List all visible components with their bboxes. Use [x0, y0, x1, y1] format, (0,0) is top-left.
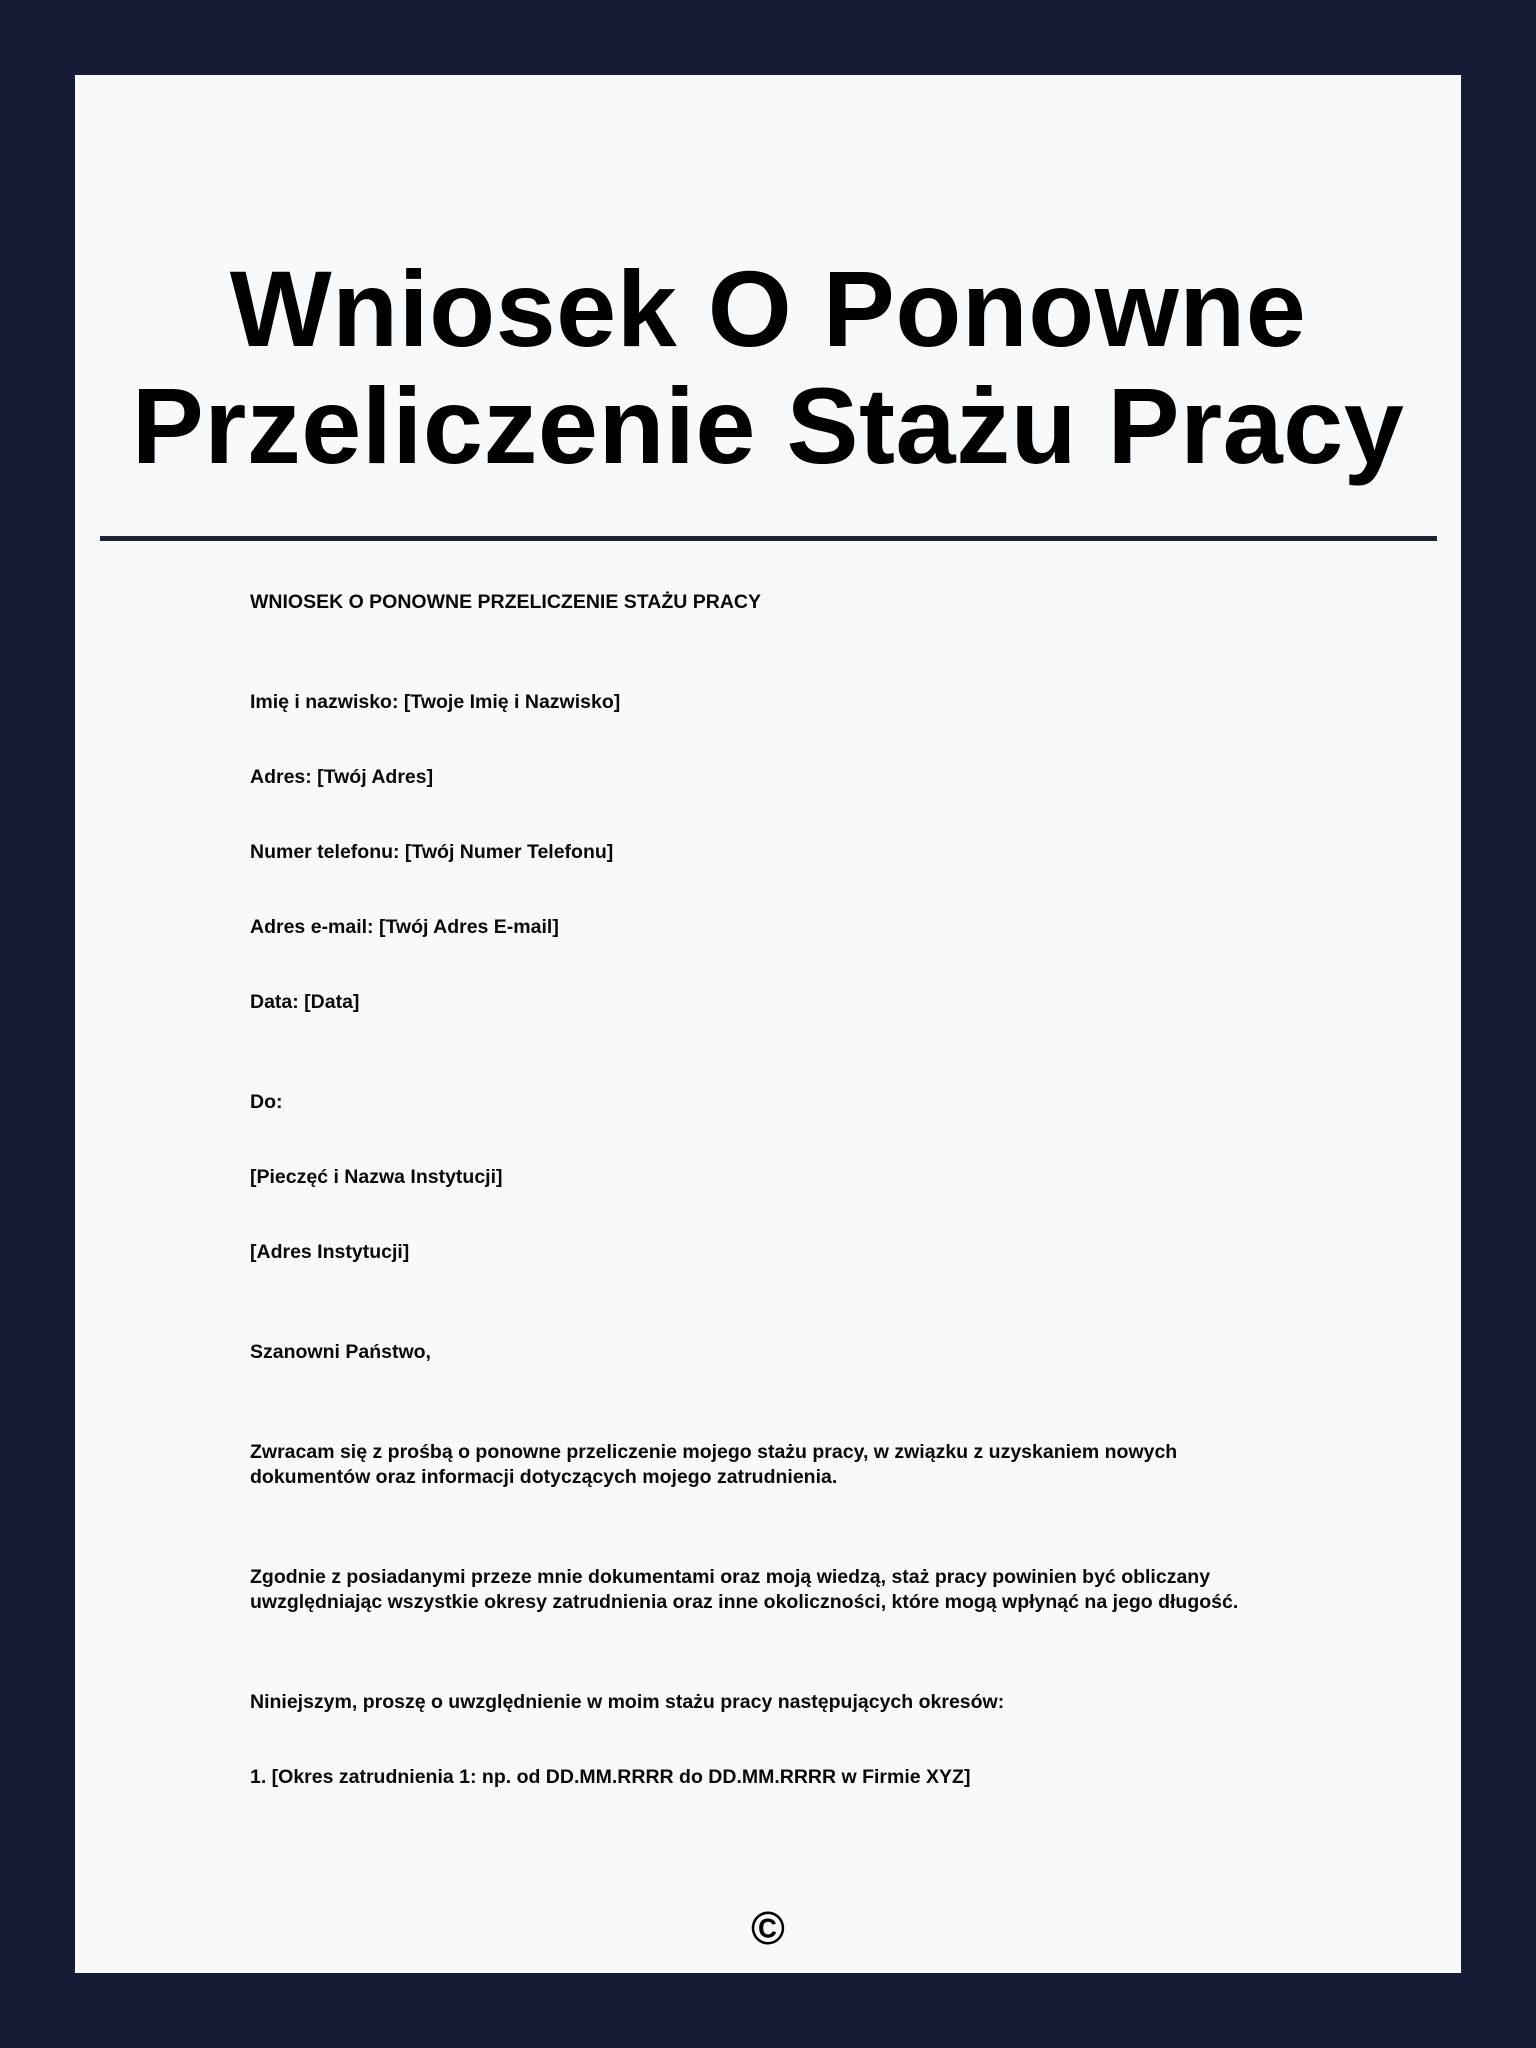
paragraph-3: Niniejszym, proszę o uwzględnienie w moim stażu pracy następujących okresów:: [250, 1691, 1005, 1713]
paragraph-1-line-1: Zwracam się z prośbą o ponowne przeliczenie mojego stażu pracy, w związku z uzyskaniem nowych: [250, 1441, 1178, 1463]
document-title-line-1: Wniosek O Ponowne: [229, 248, 1307, 369]
list-item-1: 1. [Okres zatrudnienia 1: np. od DD.MM.RRRR do DD.MM.RRRR w Firmie XYZ]: [250, 1766, 971, 1788]
document-heading: WNIOSEK O PONOWNE PRZELICZENIE STAŻU PRACY: [250, 591, 761, 613]
paragraph-2-line-1: Zgodnie z posiadanymi przeze mnie dokumentami oraz moją wiedzą, staż pracy powinien być obliczany: [250, 1566, 1211, 1588]
document-title: [75, 250, 1461, 484]
title-divider: [100, 536, 1437, 541]
greeting: Szanowni Państwo,: [250, 1341, 431, 1363]
copyright-symbol: ©: [751, 1902, 785, 1954]
sender-date: Data: [Data]: [250, 991, 360, 1013]
paragraph-1-line-2: dokumentów oraz informacji dotyczących mojego zatrudnienia.: [250, 1466, 838, 1488]
document-title-line-2: Przeliczenie Stażu Pracy: [131, 365, 1405, 486]
sender-email: Adres e-mail: [Twój Adres E-mail]: [250, 916, 559, 938]
sender-address: Adres: [Twój Adres]: [250, 766, 434, 788]
sender-name: Imię i nazwisko: [Twoje Imię i Nazwisko]: [250, 691, 621, 713]
sender-phone: Numer telefonu: [Twój Numer Telefonu]: [250, 841, 614, 863]
recipient-institution: [Pieczęć i Nazwa Instytucji]: [250, 1166, 503, 1188]
recipient-to: Do:: [250, 1091, 283, 1113]
recipient-address: [Adres Instytucji]: [250, 1241, 410, 1263]
paragraph-2-line-2: uwzględniając wszystkie okresy zatrudnienia oraz inne okoliczności, które mogą wpłynąć na jego długość.: [250, 1591, 1239, 1613]
document-page: [75, 75, 1461, 1973]
